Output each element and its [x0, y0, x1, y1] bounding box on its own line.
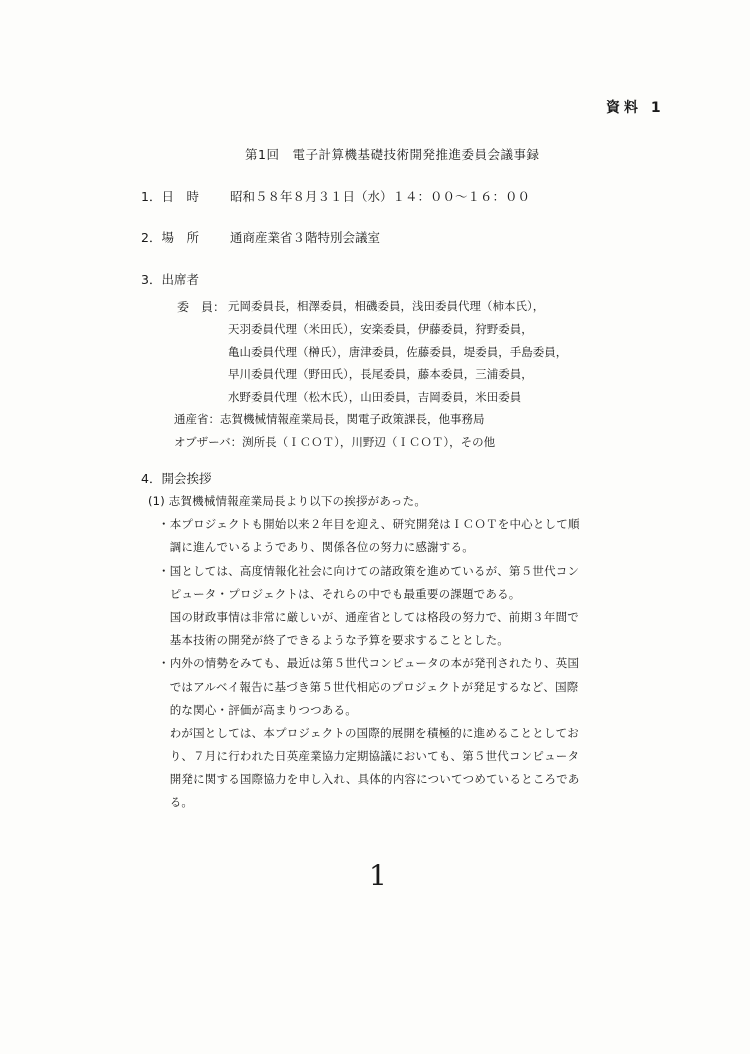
members-label: 委 員： [177, 300, 226, 314]
paragraph-line: り、７月に行われた日英産業協力定期協議においても、第５世代コンピュータ [158, 749, 580, 763]
paragraph-line: 的な関心・評価が高まりつつある。 [158, 703, 357, 717]
paragraph-line: 基本技術の開発が終了できるような予算を要求することとした。 [158, 633, 509, 647]
members-line: 水野委員代理（松木氏），山田委員，吉岡委員，米田委員 [228, 390, 522, 404]
section-1-value: 昭和５８年８月３１日（水）１４：００～１６：００ [230, 189, 531, 204]
paragraph-line: 開発に関する国際協力を申し入れ、具体的内容についてつめているところであ [158, 772, 580, 786]
paragraph-line: 調に進んでいるようであり、関係各位の努力に感謝する。 [158, 540, 474, 554]
paragraph-line: 国の財政事情は非常に厳しいが、通産省としては格段の努力で、前期３年間で [158, 610, 579, 624]
section-2-value: 通商産業省３階特別会議室 [230, 230, 381, 245]
section-4-heading: 4．開会挨拶 [141, 471, 212, 486]
members-line: 亀山委員代理（榊氏），唐津委員，佐藤委員，堤委員，手島委員， [228, 345, 568, 359]
miti-attendees: 通産省：志賀機械情報産業局長，関電子政策課長，他事務局 [174, 412, 485, 426]
paragraph-line: ・内外の情勢をみても、最近は第５世代コンピュータの本が発刊されたり、英国 [158, 656, 580, 670]
paragraph-line: ピュータ・プロジェクトは、それらの中でも最重要の課題である。 [158, 587, 521, 601]
paragraph-line: る。 [158, 795, 194, 809]
section-3-heading: 3．出席者 [141, 272, 199, 287]
document-title: 第1回 電子計算機基礎技術開発推進委員会議事録 [245, 147, 540, 162]
members-line: 天羽委員代理（米田氏），安楽委員，伊藤委員，狩野委員， [228, 322, 533, 336]
paragraph-line: ・本プロジェクトも開始以来２年目を迎え、研究開発はＩＣＯＴを中心として順 [158, 517, 580, 531]
section-4-subheading: (1) 志賀機械情報産業局長より以下の挨拶があった。 [148, 494, 427, 508]
document-label: 資料 1 [606, 100, 665, 116]
observer-attendees: オブザーバ：渕所長（ＩＣＯＴ），川野辺（ＩＣＯＴ），その他 [174, 435, 496, 449]
paragraph-line: ・国としては、高度情報化社会に向けての諸政策を進めているが、第５世代コン [158, 564, 580, 578]
members-line: 早川委員代理（野田氏），長尾委員，藤本委員，三浦委員， [228, 367, 533, 381]
paragraph-line: わが国としては、本プロジェクトの国際的展開を積極的に進めることとしてお [158, 726, 579, 740]
section-2-heading: 2．場 所 [141, 230, 199, 245]
section-1-heading: 1．日 時 [141, 189, 199, 204]
paragraph-line: ではアルベイ報告に基づき第５世代相応のプロジェクトが発足するなど、国際 [158, 680, 579, 694]
page-number: 1 [369, 859, 387, 892]
members-line: 元岡委員長，相澤委員，相磯委員，浅田委員代理（柿本氏）， [228, 299, 545, 313]
